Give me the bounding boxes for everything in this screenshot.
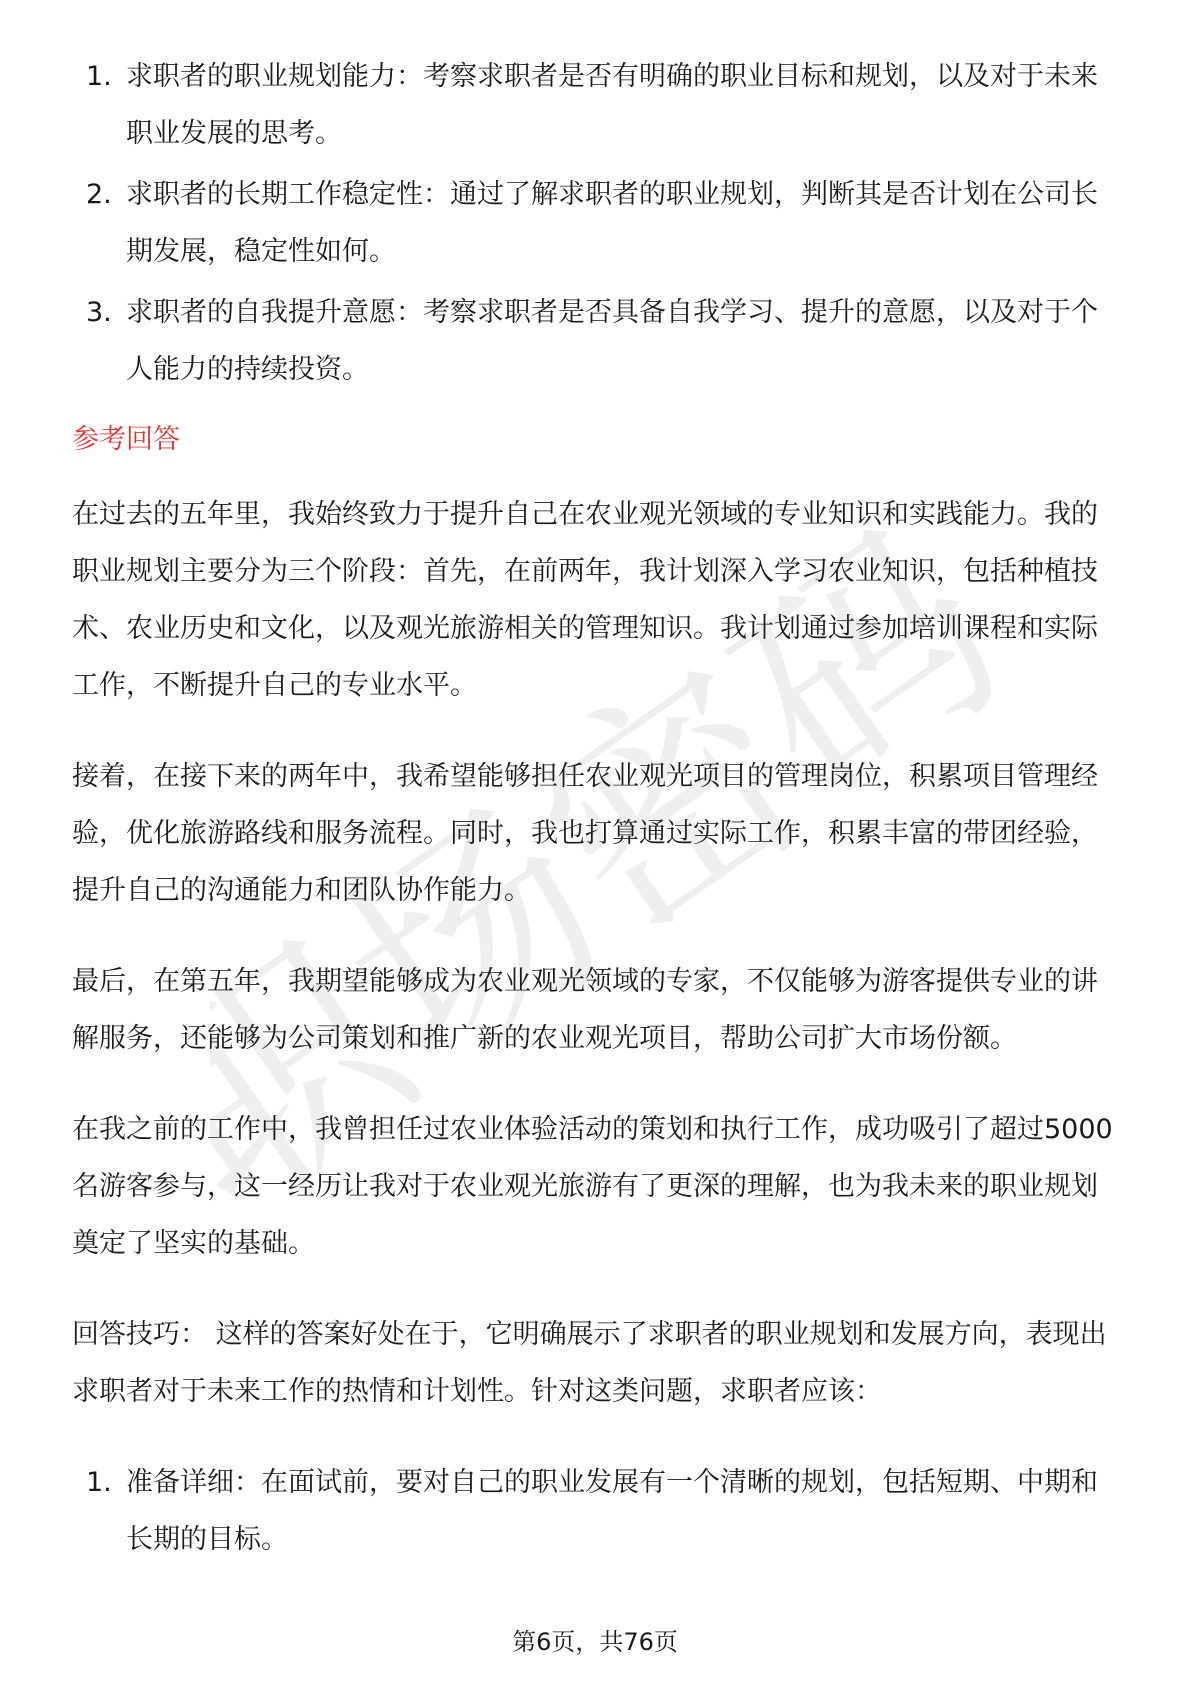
evaluation-points-list	[72, 48, 1122, 398]
list-number: 1.	[86, 1467, 112, 1498]
list-text: 求职者的自我提升意愿：考察求职者是否具备自我学习、提升的意愿，以及对于个人能力的持续投资。	[126, 297, 1098, 385]
list-text: 求职者的职业规划能力：考察求职者是否有明确的职业目标和规划，以及对于未来职业发展的思考。	[126, 61, 1098, 149]
tips-paragraph: 回答技巧： 这样的答案好处在于，它明确展示了求职者的职业规划和发展方向，表现出求职者对于未来工作的热情和计划性。针对这类问题，求职者应该：	[72, 1319, 1107, 1407]
list-text: 准备详细：在面试前，要对自己的职业发展有一个清晰的规划，包括短期、中期和长期的目标。	[126, 1467, 1098, 1555]
section-title: 参考回答	[72, 424, 180, 455]
watermark-text: 职场密码	[210, 520, 1030, 1263]
answer-paragraph: 接着，在接下来的两年中，我希望能够担任农业观光项目的管理岗位，积累项目管理经验，优化旅游路线和服务流程。同时，我也打算通过实际工作，积累丰富的带团经验，提升自己的沟通能力和团队协作能力。	[72, 761, 1098, 906]
list-item	[72, 166, 1122, 280]
answer-paragraph: 最后，在第五年，我期望能够成为农业观光领域的专家，不仅能够为游客提供专业的讲解服务，还能够为公司策划和推广新的农业观光项目，帮助公司扩大市场份额。	[72, 966, 1098, 1054]
answer-paragraph: 在我之前的工作中，我曾担任过农业体验活动的策划和执行工作，成功吸引了超过5000名游客参与，这一经历让我对于农业观光旅游有了更深的理解，也为我未来的职业规划奠定了坚实的基础。	[72, 1114, 1113, 1259]
list-number: 2.	[86, 179, 112, 210]
answer-paragraph: 在过去的五年里，我始终致力于提升自己在农业观光领域的专业知识和实践能力。我的职业规划主要分为三个阶段：首先，在前两年，我计划深入学习农业知识，包括种植技术、农业历史和文化，以及观光旅游相关的管理知识。我计划通过参加培训课程和实际工作，不断提升自己的专业水平。	[72, 499, 1098, 701]
page-footer: 第6页，共76页	[512, 1628, 678, 1656]
list-text: 求职者的长期工作稳定性：通过了解求职者的职业规划，判断其是否计划在公司长期发展，稳定性如何。	[126, 179, 1098, 267]
list-item	[72, 284, 1122, 398]
document-page	[72, 48, 1122, 1572]
list-number: 1.	[86, 61, 112, 92]
list-item	[72, 48, 1122, 162]
list-number: 3.	[86, 297, 112, 328]
list-item	[72, 1454, 1122, 1568]
tips-list	[72, 1454, 1122, 1568]
